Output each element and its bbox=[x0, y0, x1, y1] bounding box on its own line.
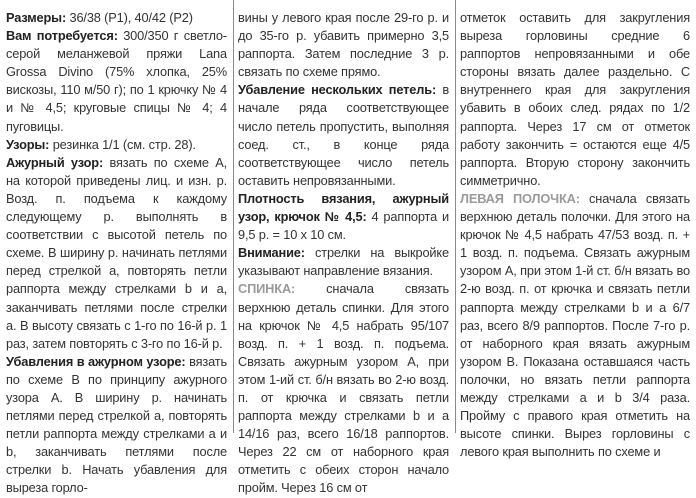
column-divider bbox=[233, 0, 234, 433]
materials-text: 300/350 г светло-серой меланжевой пряжи Lana Grossa Divino (75% хлопка, 25% вискозы, 110 м/50 г); по 1 крючку № 4 и № 4,5; круговые спицы № 4; 4 пуговицы. bbox=[6, 28, 227, 134]
left-front-label: ЛЕВАЯ ПОЛОЧКА: bbox=[460, 190, 580, 206]
patterns-label: Узоры: bbox=[6, 136, 50, 152]
column-3 bbox=[455, 9, 696, 460]
lace-paragraph bbox=[6, 154, 227, 353]
column-2 bbox=[233, 9, 455, 496]
attention-paragraph bbox=[238, 244, 449, 280]
materials-paragraph bbox=[6, 27, 227, 136]
column-1 bbox=[0, 9, 233, 496]
lace-label: Ажурный узор: bbox=[6, 154, 104, 170]
neck-continuation-text: вины у левого края после 29-го р. и до 35-го р. убавить примерно 3,5 раппорта. Затем последние 3 р. связать по схеме прямо. bbox=[238, 10, 449, 80]
back-text: сначала связать верхнюю деталь спинки. Для этого на крючок № 4,5 набрать 95/107 возд. п. + 1 возд. п. подъема. Связать ажурным узором А, при этом 1-ий ст. б/н вязать во 2-ю возд. п. от крючка и связать петли раппорта между стрелками b и а 14/16 раз, всего 16/18 раппортов. Через 22 см от наборного края отметить с обеих сторон начало пройм. Через 16 см от bbox=[238, 281, 449, 496]
gauge-paragraph bbox=[238, 190, 449, 244]
gauge-text: 4 раппорта и 9,5 р. = 10 х 10 см. bbox=[238, 209, 449, 243]
dec-loops-label: Убавление нескольких петель: bbox=[238, 82, 437, 98]
sizes-paragraph bbox=[6, 9, 227, 27]
dec-lace-label: Убавления в ажурном узоре: bbox=[6, 353, 186, 369]
dec-loops-text: в начале ряда соответствующее число петель пропустить, выполняя соед. ст., в конце ряда соответствующее число петель оставить непровязанными. bbox=[238, 82, 449, 188]
gauge-label: Плотность вязания, ажурный узор, крючок № 4,5: bbox=[238, 190, 449, 225]
back-continuation-text: отметок оставить для закругления выреза горловины средние 6 раппортов непровязанными и обе стороны вязать далее раздельно. С внутреннего края для закругления убавить в обоих след. рядах по 1/2 раппорта. Через 17 см от отметок работу закончить = остаются еще 4/5 раппорта. Вторую сторону закончить симметрично. bbox=[460, 10, 690, 188]
dec-loops-paragraph bbox=[238, 81, 449, 190]
left-front-paragraph bbox=[460, 190, 690, 461]
neck-continuation-paragraph bbox=[238, 9, 449, 81]
back-paragraph bbox=[238, 280, 449, 497]
dec-lace-paragraph bbox=[6, 353, 227, 498]
patterns-paragraph bbox=[6, 136, 227, 154]
back-continuation-paragraph bbox=[460, 9, 690, 190]
attention-text: стрелки на выкройке указывают направление вязания. bbox=[238, 245, 449, 279]
back-label: СПИНКА: bbox=[238, 281, 296, 297]
patterns-text: резинка 1/1 (см. стр. 28). bbox=[49, 136, 196, 152]
column-divider bbox=[455, 0, 456, 433]
lace-text: вязать по схеме А, на которой приведены лиц. и изн. р. Возд. п. подъема к каждому следующему р. выполнять в соответствии с высотой петель по схеме. В ширину р. начинать петлями перед стрелкой а, повторять петли раппорта между стрелками b и а, заканчивать петлями после стрелки а. В высоту связать с 1-го по 16-й р. 1 раз, затем повторять с 3-го по 16-й р. bbox=[6, 154, 227, 351]
sizes-text: 36/38 (P1), 40/42 (P2) bbox=[66, 10, 193, 25]
dec-lace-text: вязать по схеме В по принципу ажурного узора А. В ширину р. начинать петлями перед стрелкой а, повторять петли раппорта между стрелками а и b, заканчивать петлями после стрелки b. Начать убавления для выреза горло- bbox=[6, 353, 228, 496]
sizes-label: Размеры: bbox=[6, 10, 67, 25]
materials-label: Вам потребуется: bbox=[6, 28, 118, 44]
attention-label: Внимание: bbox=[238, 245, 305, 261]
left-front-text: сначала связать верхнюю деталь полочки. Для этого на крючок № 4,5 набрать 47/53 возд. п. + 1 возд. п. подъема. Связать ажурным узором А, при этом 1-й ст. б/н вязать во 2-ю возд. п. от крючка и связать петли раппорта между стрелками b и а 6/7 раз, всего 8/9 раппортов. После 7-го р. от наборного края вязать ажурным узором В. Показана оставшаяся часть полочки, но вязать петли раппорта между стрелками а и b 3/4 раза. Пройму с правого края отметить на высоте спинки. Вырез горловины с левого края выполнить по схеме и bbox=[460, 190, 690, 460]
